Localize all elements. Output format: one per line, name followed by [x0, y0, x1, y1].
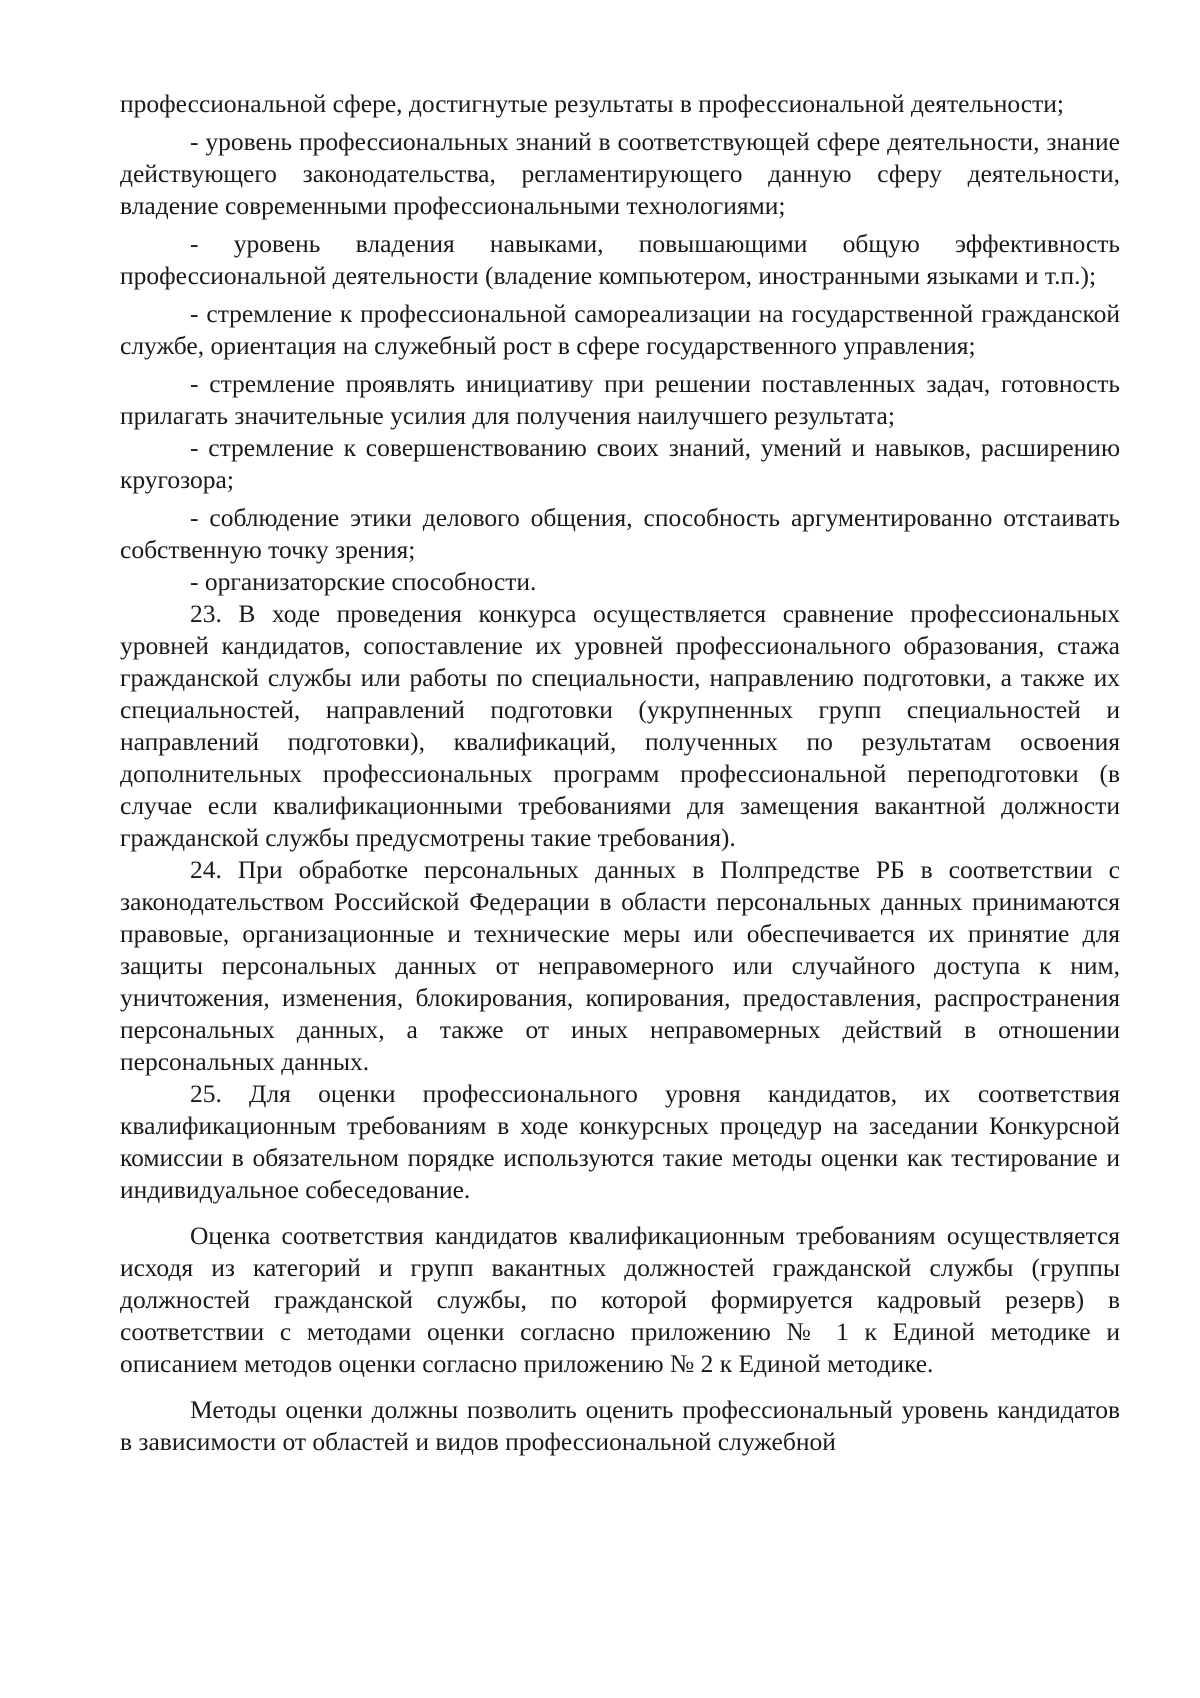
list-item-ethics: - соблюдение этики делового общения, способность аргументированно отстаивать собственную точку зрения;: [120, 503, 1120, 564]
paragraph-methods: Методы оценки должны позволить оценить профессиональный уровень кандидатов в зависимости от областей и видов профессиональной служебной: [120, 1395, 1120, 1456]
list-item-self-realization: - стремление к профессиональной самореализации на государственной гражданской службе, ориентация на служебный рост в сфере государственного управления;: [120, 299, 1120, 360]
list-item-skills: - уровень владения навыками, повышающими общую эффективность профессиональной деятельности (владение компьютером, иностранными языками и т.п.);: [120, 229, 1120, 290]
paragraph-25: 25. Для оценки профессионального уровня кандидатов, их соответствия квалификационным требованиям в ходе конкурсных процедур на заседании Конкурсной комиссии в обязательном порядке используются такие методы оценки как тестирование и индивидуальное собеседование.: [120, 1079, 1120, 1204]
list-item-improvement: - стремление к совершенствованию своих знаний, умений и навыков, расширению кругозора;: [120, 433, 1120, 494]
document-body: [120, 88, 1120, 1458]
list-item-initiative: - стремление проявлять инициативу при решении поставленных задач, готовность прилагать значительные усилия для получения наилучшего результата;: [120, 369, 1120, 430]
paragraph-23: 23. В ходе проведения конкурса осуществляется сравнение профессиональных уровней кандидатов, сопоставление их уровней профессионального образования, стажа гражданской службы или работы по специальности, направлению подготовки, а также их специальностей, направлений подготовки (укрупненных групп специальностей и направлений подготовки), квалификаций, полученных по результатам освоения дополнительных профессиональных программ профессиональной переподготовки (в случае если квалификационными требованиями для замещения вакантной должности гражданской службы предусмотрены такие требования).: [120, 599, 1120, 852]
list-item-organizational: - организаторские способности.: [190, 567, 537, 596]
paragraph-assessment: Оценка соответствия кандидатов квалификационным требованиям осуществляется исходя из категорий и групп вакантных должностей гражданской службы (группы должностей гражданской службы, по которой формируется кадровый резерв) в соответствии с методами оценки согласно приложению № 1 к Единой методике и описанием методов оценки согласно приложению № 2 к Единой методике.: [120, 1221, 1120, 1378]
paragraph-24: 24. При обработке персональных данных в Полпредстве РБ в соответствии с законодательством Российской Федерации в области персональных данных принимаются правовые, организационные и технические меры или обеспечивается их принятие для защиты персональных данных от неправомерного или случайного доступа к ним, уничтожения, изменения, блокирования, копирования, предоставления, распространения персональных данных, а также от иных неправомерных действий в отношении персональных данных.: [120, 855, 1120, 1076]
paragraph-continuation: профессиональной сфере, достигнутые результаты в профессиональной деятельности;: [120, 89, 1064, 118]
list-item-knowledge: - уровень профессиональных знаний в соответствующей сфере деятельности, знание действующего законодательства, регламентирующего данную сферу деятельности, владение современными профессиональными технологиями;: [120, 127, 1120, 220]
